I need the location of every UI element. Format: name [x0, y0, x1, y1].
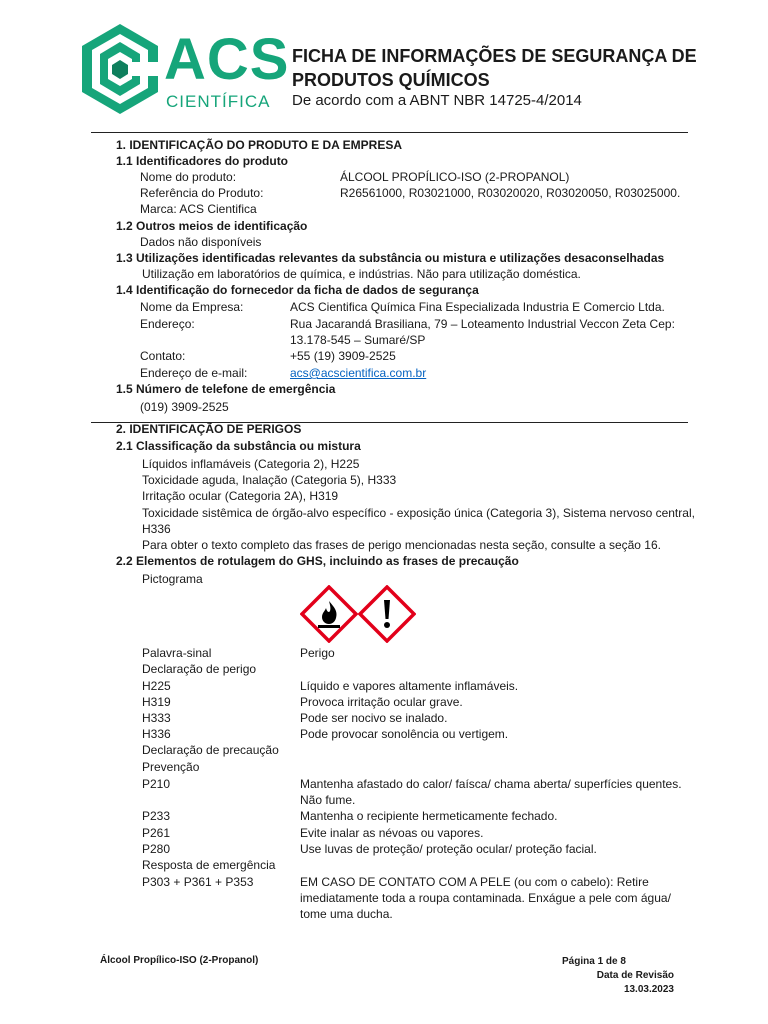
field-label: Endereço:: [140, 317, 195, 331]
precaution-code: P280: [142, 842, 171, 856]
hazard-code: H333: [142, 711, 171, 725]
email-link[interactable]: acs@acscientifica.com.br: [290, 366, 427, 380]
signal-word-label: Palavra-sinal: [142, 646, 212, 660]
precaution-code: P210: [142, 777, 171, 791]
hazard-code: H319: [142, 695, 171, 709]
logo-subtitle: CIENTÍFICA: [166, 92, 271, 111]
hazard-text: Provoca irritação ocular grave.: [300, 695, 463, 709]
classification-line: Toxicidade sistêmica de órgão-alvo específico - exposição única (Categoria 3), Sistema nervoso central,: [142, 506, 695, 520]
precaution-text: Evite inalar as névoas ou vapores.: [300, 826, 484, 840]
revision-date: Data de Revisão 13.03.2023: [596, 970, 674, 995]
footer-page-info: [548, 955, 674, 997]
field-label: Contato:: [140, 349, 186, 363]
classification-note: Para obter o texto completo das frases de perigo mencionadas nesta seção, consulte a seção 16.: [142, 538, 661, 552]
precaution-text: Use luvas de proteção/ proteção ocular/ proteção facial.: [300, 842, 597, 856]
document-subtitle: De acordo com a ABNT NBR 14725-4/2014: [292, 92, 582, 109]
field-label: Nome do produto:: [140, 170, 237, 184]
subsection-heading: 1.1 Identificadores do produto: [116, 154, 289, 168]
classification-line: Toxicidade aguda, Inalação (Categoria 5), H333: [142, 473, 397, 487]
precaution-text: EM CASO DE CONTATO COM A PELE (ou com o cabelo): Retire: [300, 875, 649, 889]
hazard-code: H336: [142, 727, 171, 741]
document-header: [80, 14, 700, 124]
logo-text: ACS: [164, 27, 290, 92]
pictogram-label: Pictograma: [142, 572, 203, 586]
hazard-declaration-label: Declaração de perigo: [142, 662, 257, 676]
hazard-text: Pode ser nocivo se inalado.: [300, 711, 448, 725]
precaution-text: Mantenha afastado do calor/ faísca/ chama aberta/ superfícies quentes.: [300, 777, 682, 791]
precaution-text: Mantenha o recipiente hermeticamente fechado.: [300, 809, 558, 823]
classification-line: H336: [142, 522, 171, 536]
hazard-text: Líquido e vapores altamente inflamáveis.: [300, 679, 519, 693]
exclamation-pictogram-icon: [358, 585, 416, 643]
address-line: 13.178-545 – Sumaré/SP: [290, 333, 426, 347]
classification-line: Irritação ocular (Categoria 2A), H319: [142, 489, 339, 503]
section-heading: 1. IDENTIFICAÇÃO DO PRODUTO E DA EMPRESA: [116, 138, 403, 152]
classification-line: Líquidos inflamáveis (Categoria 2), H225: [142, 457, 360, 471]
subsection-heading: 1.5 Número de telefone de emergência: [116, 382, 336, 396]
precaution-declaration-label: Declaração de precaução: [142, 743, 279, 757]
precaution-code: P303 + P361 + P353: [142, 875, 254, 889]
field-label: Endereço de e-mail:: [140, 366, 248, 380]
document-title: FICHA DE INFORMAÇÕES DE SEGURANÇA DE PRODUTOS QUÍMICOS: [292, 46, 697, 90]
subsection-heading: 2.1 Classificação da substância ou mistura: [116, 439, 361, 453]
divider: [91, 132, 688, 133]
company-name: ACS Cientifica Química Fina Especializada Industria E Comercio Ltda.: [290, 300, 665, 314]
precaution-code: P233: [142, 809, 171, 823]
subsection-heading: 1.4 Identificação do fornecedor da ficha de dados de segurança: [116, 283, 479, 297]
field-label: Nome da Empresa:: [140, 300, 244, 314]
body-text: Utilização em laboratórios de química, e indústrias. Não para utilização doméstica.: [142, 267, 581, 281]
prevention-label: Prevenção: [142, 760, 200, 774]
brand-text: Marca: ACS Cientifica: [140, 202, 257, 216]
address-line: Rua Jacarandá Brasiliana, 79 – Loteamento Industrial Veccon Zeta Cep:: [290, 317, 675, 331]
subsection-heading: 2.2 Elementos de rotulagem do GHS, incluindo as frases de precaução: [116, 554, 519, 568]
precaution-code: P261: [142, 826, 171, 840]
precaution-text: tome uma ducha.: [300, 907, 393, 921]
emergency-phone: (019) 3909-2525: [140, 400, 229, 414]
product-name: ÁLCOOL PROPÍLICO-ISO (2-PROPANOL): [340, 170, 570, 184]
page-number: Página 1 de 8: [562, 956, 626, 967]
subsection-heading: 1.3 Utilizações identificadas relevantes da substância ou mistura e utilizações desaconselhadas: [116, 251, 665, 265]
field-label: Referência do Produto:: [140, 186, 264, 200]
precaution-text: Não fume.: [300, 793, 356, 807]
acs-logo-icon: [80, 22, 160, 117]
hazard-text: Pode provocar sonolência ou vertigem.: [300, 727, 509, 741]
subsection-heading: 1.2 Outros meios de identificação: [116, 219, 308, 233]
body-text: Dados não disponíveis: [140, 235, 262, 249]
flame-pictogram-icon: [300, 585, 358, 643]
product-reference: R26561000, R03021000, R03020020, R03020050, R03025000.: [340, 186, 681, 200]
section-heading: 2. IDENTIFICAÇÃO DE PERIGOS: [116, 422, 302, 436]
precaution-text: imediatamente toda a roupa contaminada. Enxágue a pele com água/: [300, 891, 671, 905]
signal-word: Perigo: [300, 646, 335, 660]
contact-phone: +55 (19) 3909-2525: [290, 349, 396, 363]
emergency-response-label: Resposta de emergência: [142, 858, 276, 872]
footer-product: Álcool Propílico-ISO (2-Propanol): [100, 955, 259, 966]
hazard-code: H225: [142, 679, 171, 693]
